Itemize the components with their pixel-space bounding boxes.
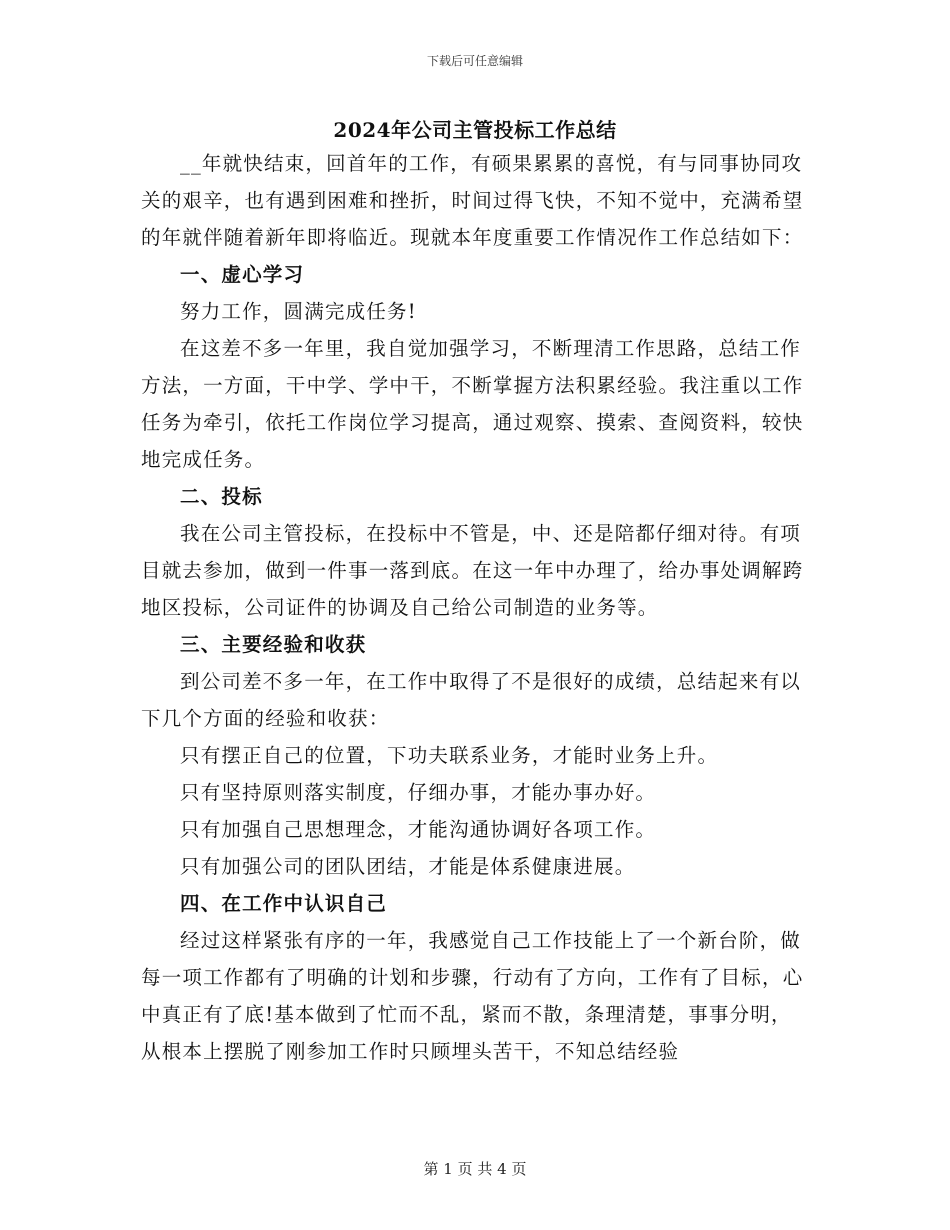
section-4-paragraph-1: 经过这样紧张有序的一年，我感觉自己工作技能上了一个新台阶，做每一项工作都有了明确的计划和步骤，行动有了方向，工作有了目标，心中真正有了底!基本做到了忙而不乱，紧而不散，条理清楚，事事分明，从根本上摆脱了刚参加工作时只顾埋头苦干，不知总结经验 [141,929,804,1063]
section-3-item-4: 只有加强公司的团队团结，才能是体系健康进展。 [180,855,636,878]
section-1-paragraph-2: 在这差不多一年里，我自觉加强学习，不断理清工作思路，总结工作方法，一方面，干中学、学中干，不断掌握方法积累经验。我注重以工作任务为牵引，依托工作岗位学习提高，通过观察、摸索、查阅资料，较快地完成任务。 [141,337,804,471]
section-3-item-2: 只有坚持原则落实制度，仔细办事，才能办事办好。 [180,781,657,804]
section-3-item-1: 只有摆正自己的位置，下功夫联系业务，才能时业务上升。 [180,744,719,767]
section-heading-2: 二、投标 [180,485,263,508]
header-note: 下载后可任意编辑 [426,54,523,68]
section-2-paragraph-1: 我在公司主管投标，在投标中不管是，中、还是陪都仔细对待。有项目就去参加，做到一件事一落到底。在这一年中办理了，给办事处调解跨地区投标，公司证件的协调及自己给公司制造的业务等。 [141,522,804,619]
section-heading-4: 四、在工作中认识自己 [180,892,388,915]
page-footer: 第 1 页 共 4 页 [423,1160,527,1178]
section-heading-1: 一、虚心学习 [180,263,305,286]
section-1-paragraph-1: 努力工作，圆满完成任务! [180,300,417,323]
document-body [141,145,811,1070]
section-3-item-3: 只有加强自己思想理念，才能沟通协调好各项工作。 [180,818,657,841]
section-3-paragraph-1: 到公司差不多一年，在工作中取得了不是很好的成绩，总结起来有以下几个方面的经验和收获： [141,670,802,730]
document-title: 2024年公司主管投标工作总结 [333,118,617,142]
section-heading-3: 三、主要经验和收获 [180,633,367,656]
intro-paragraph: __年就快结束，回首年的工作，有硕果累累的喜悦，有与同事协同攻关的艰辛，也有遇到困难和挫折，时间过得飞快，不知不觉中，充满希望的年就伴随着新年即将临近。现就本年度重要工作情况作工作总结如下： [141,152,804,249]
